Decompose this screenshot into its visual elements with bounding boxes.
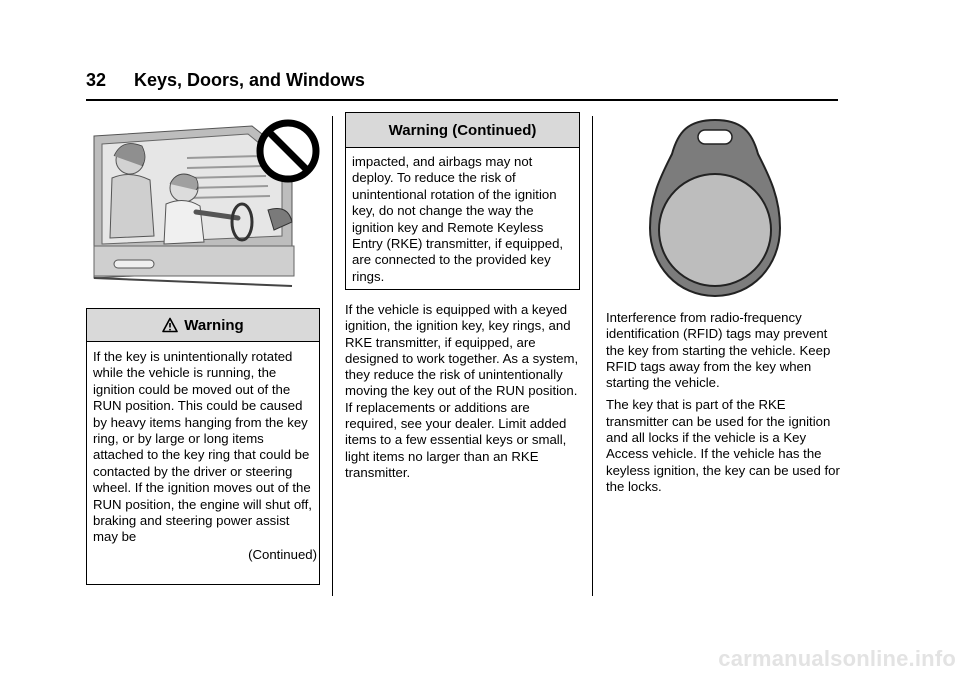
rfid-key-fob-illustration (648, 116, 782, 298)
body-paragraph: If the vehicle is equipped with a keyed ignition, the ignition key, key rings, and RKE transmitter, if equipped, are designed to work together. As a system, they reduce the risk of unintentionally moving the key out of the RUN position. If replacements or additions are required, see your dealer. Limit added items to a few essential keys or small, light items no larger than an RKE transmitter. (345, 302, 579, 480)
warning-body: impacted, and airbags may not deploy. To reduce the risk of unintentional rotation of the ignition key, do not change the way the ignition key and Remote Keyless Entry (RKE) transmitter, if equipped, are connected to the provided key rings. (352, 154, 564, 284)
warning-title: Warning (Continued) (388, 121, 537, 139)
keyed-ignition-paragraph (345, 302, 585, 481)
watermark: carmanualsonline.info (718, 646, 956, 671)
body-paragraph: Interference from radio-frequency identification (RFID) tags may prevent the key from starting the vehicle. Keep RFID tags away from the key when starting the vehicle. (606, 310, 831, 391)
page-header (86, 70, 838, 91)
page-number: 32 (86, 70, 107, 90)
warning-header (346, 113, 579, 148)
column-divider-2 (592, 116, 593, 596)
rfid-paragraphs (606, 310, 846, 495)
warning-body: If the key is unintentionally rotated while the vehicle is running, the ignition could be moved out of the RUN position. This could be caused by heavy items hanging from the key ring, or by large or long items attached to the key ring that could be contacted by the driver or steering wheel. If the ignition moves out of the RUN position, the engine will shut off, braking and steering power assist may be (93, 349, 312, 545)
prohibition-icon (260, 123, 316, 179)
warning-box-continued (345, 112, 580, 290)
warning-header (87, 309, 319, 342)
warning-box-key-rotation (86, 308, 320, 585)
warning-title: Warning (184, 316, 244, 334)
header-rule (86, 99, 838, 101)
column-divider-1 (332, 116, 333, 596)
body-paragraph: The key that is part of the RKE transmitter can be used for the ignition and all locks if the vehicle is a Key Access vehicle. If the vehicle has the keyless ignition, the key can be used for the locks. (606, 397, 840, 494)
child-driving-prohibited-illustration (92, 118, 322, 296)
continued-label: (Continued) (248, 546, 317, 562)
alert-triangle-icon (162, 317, 178, 333)
section-title: Keys, Doors, and Windows (134, 70, 365, 90)
